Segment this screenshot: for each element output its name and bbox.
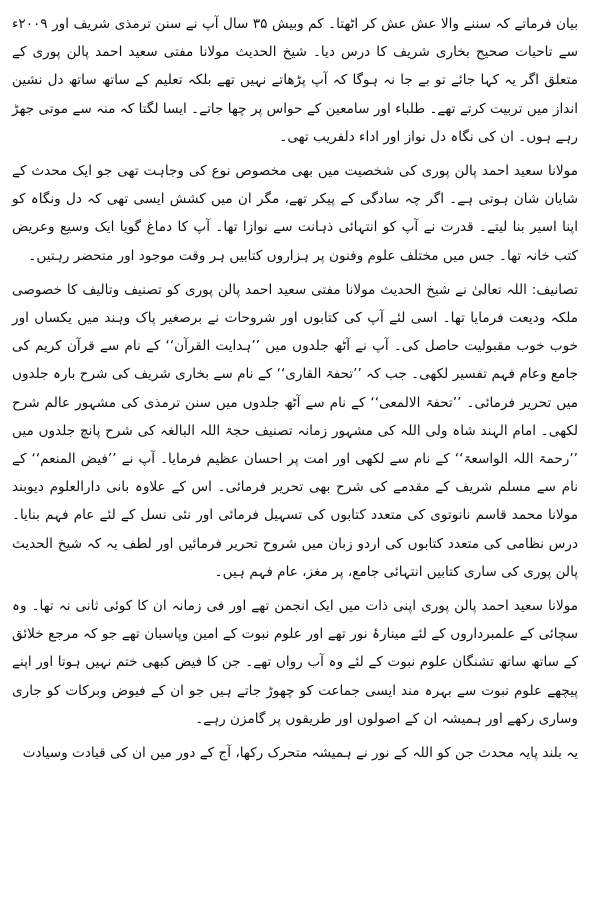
- paragraph-personality: مولانا سعید احمد پالن پوری کی شخصیت میں بھی مخصوص نوع کی وجاہت تھی جو ایک محدث کے شایان شان ہوتی ہے۔ اگر چہ سادگی کے پیکر تھے، مگر ان میں کشش ایسی تھی کہ دل ونگاہ کو اپنا اسیر بنا لیتے۔ قدرت نے آپ کو انتہائی ذہانت سے نوازا تھا۔ آپ کا دماغ گویا ایک وسیع وعریض کتب خانہ تھا۔ جس میں مختلف علوم وفنون پر ہزاروں کتابیں ہر وقت موجود اور متحضر رہتیں۔: [12, 163, 578, 264]
- paragraph-intro: بیان فرماتے کہ سننے والا عش عش کر اٹھتا۔ کم وبیش ۳۵ سال آپ نے سنن ترمذی شریف اور ۲۰۰۹ء سے تاحیات صحیح بخاری شریف کا درس دیا۔ شیخ الحدیث مولانا مفتی سعید احمد پالن پوری کے متعلق اگر یہ کہا جائے تو بے جا نہ ہوگا کہ آپ پڑھاتے نہیں تھے بلکہ تعلیم کے ساتھ ساتھ دل نشین انداز میں تربیت کرتے تھے۔ طلباء اور سامعین کے حواس پر چھا جاتے۔ ایسا لگتا کہ منہ سے موتی جھڑ رہے ہوں۔ ان کی نگاہ دل نواز اور اداء دلفریب تھی۔: [12, 16, 578, 145]
- paragraph-legacy: مولانا سعید احمد پالن پوری اپنی ذات میں ایک انجمن تھے اور فی زمانہ ان کا کوئی ثانی نہ تھا۔ وہ سچائی کے علمبرداروں کے لئے مینارۂ نور تھے اور علوم نبوت کے امین وپاسبان تھے جو کہ مرجع خلائق کے ساتھ ساتھ تشنگان علوم نبوت کے لئے وہ آب رواں تھے۔ جن کا فیض کبھی ختم نہیں ہوتا اور اپنے پیچھے علوم نبوت سے بہرہ مند ایسی جماعت کو چھوڑ جاتے ہیں جو ان کے فیوض وبرکات کو جاری وساری رکھے اور ہمیشہ ان کے اصولوں اور طریقوں پر گامزن رہے۔: [12, 598, 578, 727]
- paragraph-closing: یہ بلند پایہ محدث جن کو اللہ کے نور نے ہمیشہ متحرک رکھا، آج کے دور میں ان کی قیادت وسیادت: [22, 745, 578, 762]
- paragraph-works: تصانیف: اللہ تعالیٰ نے شیخ الحدیث مولانا مفتی سعید احمد پالن پوری کو تصنیف وتالیف کا خصوصی ملکہ ودیعت فرمایا تھا۔ اسی لئے آپ کی کتابوں اور شروحات نے برصغیر پاک وہند میں یکساں اور خوب خوب مقبولیت حاصل کی۔ آپ نے آٹھ جلدوں میں ’’ہدایت القرآن‘‘ کے نام سے قرآن کریم کی جامع وعام فہم تفسیر لکھی۔ جب کہ ’’تحفۃ القاری‘‘ کے نام سے بخاری شریف کی شرح بارہ جلدوں میں تحریر فرمائی۔ ’’تحفۃ الالمعی‘‘ کے نام سے آٹھ جلدوں میں سنن ترمذی کی مشہور عالم شرح لکھی۔ امام الہند شاہ ولی اللہ کی مشہور زمانہ تصنیف حجۃ اللہ البالغہ کی شرح پانچ جلدوں میں ’’رحمۃ اللہ الواسعۃ‘‘ کے نام سے لکھی اور امت پر احسان عظیم فرمایا۔ آپ نے ’’فیض المنعم‘‘ کے نام سے مسلم شریف کے مقدمے کی شرح بھی تحریر فرمائی۔ اس کے علاوہ بانی دارالعلوم دیوبند مولانا محمد قاسم نانوتوی کی متعدد کتابوں کی تسہیل فرمائی اور نئی نسل کے لئے عام فہم بنایا۔ درس نظامی کی متعدد کتابوں کی اردو زبان میں شروح تحریر فرمائیں اور لطف یہ کہ شیخ الحدیث پالن پوری کی ساری کتابیں انتہائی جامع، پر مغز، عام فہم ہیں۔: [12, 281, 578, 580]
